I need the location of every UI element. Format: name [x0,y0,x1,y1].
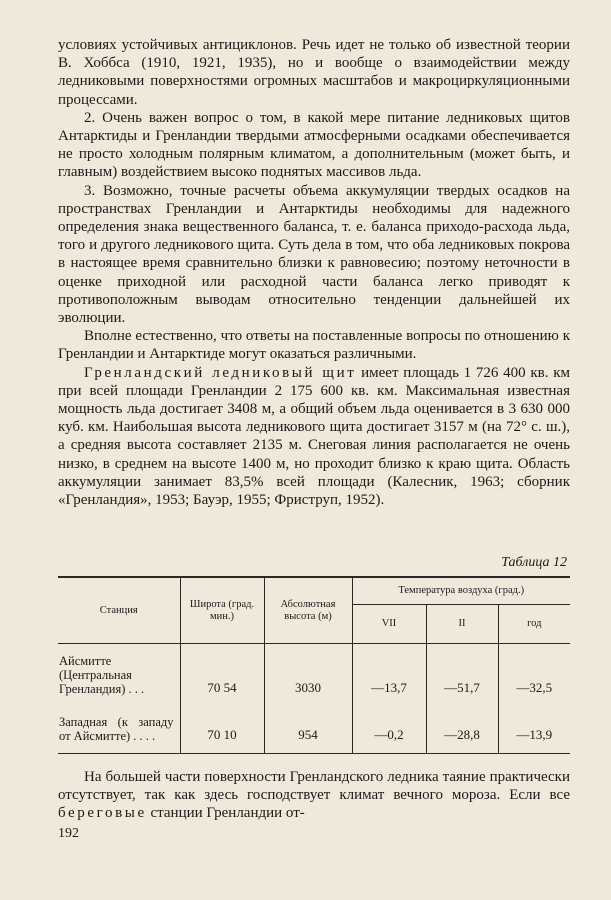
header-temperature: Температура воздуха (град.) [352,577,570,605]
paragraph-point-2: 2. Очень важен вопрос о том, в какой мере питание ледниковых щитов Антарктиды и Гренландии твердыми атмосферными осадками обеспечивается не просто холодным полярным климатом, а дополнительным (может быть, и главным) воздействием высоко поднятых массивов льда. [58,109,570,181]
header-month-ii: II [426,605,498,644]
closing-text [58,768,570,823]
paragraph-continuation: условиях устойчивых антициклонов. Речь идет не только об известной теории В. Хоббса (1910, 1921, 1935), но и вообще о взаимодействии между ледниковыми поверхностями огромных масштабов и макроциркуляционными процессами. [58,37,570,108]
temp-vii-cell: —13,7 [352,644,426,698]
header-year: год [498,605,570,644]
header-station: Станция [58,577,180,644]
temp-vii-cell: —0,2 [352,697,426,754]
latitude-cell: 70 54 [180,644,264,698]
paragraph-melting [58,768,570,823]
table-caption: Таблица 12 [501,555,567,570]
header-month-vii: VII [352,605,426,644]
temperature-table [58,576,570,754]
temp-year-cell: —32,5 [516,680,553,695]
paragraph-answers: Вполне естественно, что ответы на поставленные вопросы по отношению к Гренландии и Антарктиде могут оказаться различными. [58,328,570,363]
altitude-cell: 3030 [264,644,352,698]
header-altitude: Абсолютная высота (м) [264,577,352,644]
coastal-stations-term: береговые [58,805,147,822]
paragraph-point-3: 3. Возможно, точные расчеты объема аккумуляции твердых осадков на пространствах Гренландии и Антарктиды необходимы для надежного определения знака вещественного баланса, т. е. баланса приходо-расхода льда, того и другого ледникового щита. Суть дела в том, что оба ледниковых покрова в настоящее время сравнительно близки к равновесию; поэтому неточности в оценке приходной или расходной части баланса легко приводят к противоположным выводам относительно тенденции дальнейшей их эволюции. [58,182,570,327]
station-cell: Айсмитте (Центральная Гренландия) . . . [58,644,180,698]
paragraph-greenland-ice-sheet [58,364,570,510]
greenland-ice-sheet-text: имеет площадь 1 726 400 кв. км при всей площади Гренландии 2 175 600 кв. км. Максимальная известная мощность льда достигает 3408 м, а общий объем льда оценивается в 3 630 000 куб. км. Наибольшая высота ледникового щита достигает 3157 м (на 72° с. ш.), а средняя высота составляет 2135 м. Снеговая линия располагается не очень низко, в среднем на высоте 1400 м, но проходит близко к краю щита. Область аккумуляции занимает 83,5% всей площади (Калесник, 1963; сборник «Гренландия», 1953; Бауэр, 1955; Фриструп, 1952). [58,364,570,509]
temp-year-cell: —13,9 [498,697,570,754]
melting-text-end: станции Гренландии от- [146,805,305,822]
temp-ii-cell: —51,7 [426,644,498,698]
temp-ii-cell: —28,8 [426,697,498,754]
table-row [58,644,570,698]
altitude-cell: 954 [264,697,352,754]
page-number: 192 [58,826,79,841]
greenland-ice-sheet-term: Гренландский ледниковый щит [84,364,357,381]
intro-text [58,36,570,509]
header-latitude: Широта (град. мин.) [180,577,264,644]
station-cell: Западная (к западу от Айсмитте) . . . . [58,697,180,754]
melting-text-start: На большей части поверхности Гренландского ледника таяние практически отсутствует, так как здесь господствует климат вечного мороза. Если все [58,769,570,804]
latitude-cell: 70 10 [180,697,264,754]
table-row [58,697,570,754]
